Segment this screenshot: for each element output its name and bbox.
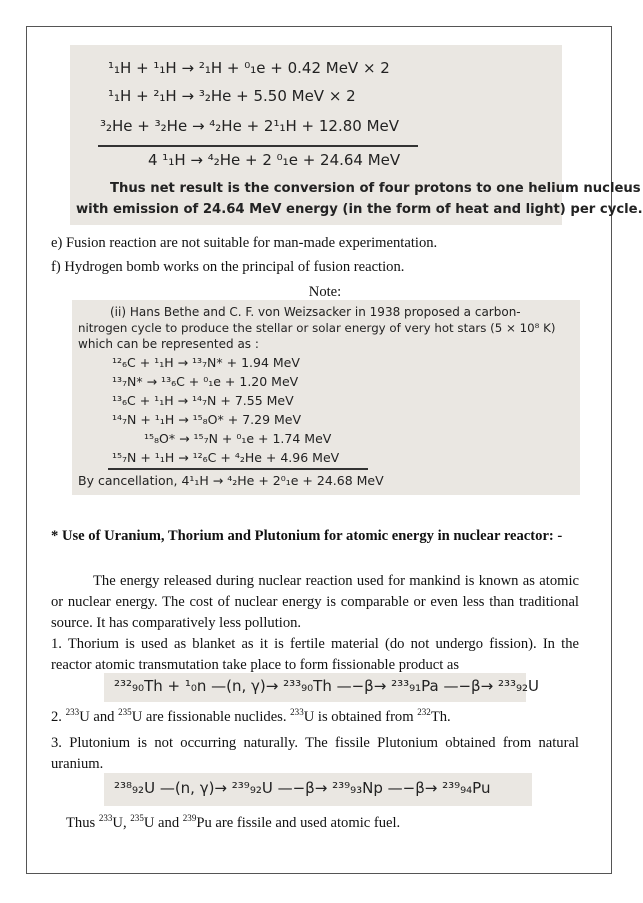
thorium-equation-image — [104, 673, 540, 702]
cancellation-line: By cancellation, 4¹₁H → ⁴₂He + 2⁰₁e + 24.68 MeV — [78, 473, 384, 488]
mass-number: 239 — [182, 813, 197, 824]
final-text: Pu are fissile and used atomic fuel. — [196, 815, 401, 831]
mass-number: 235 — [130, 813, 144, 824]
sum-rule — [108, 468, 368, 470]
mass-number: 233 — [290, 707, 304, 718]
summary-line: with emission of 24.64 MeV energy (in the form of heat and light) per cycle. — [76, 202, 643, 217]
plutonium-equation: ²³⁸₉₂U —(n, γ)→ ²³⁹₉₂U —−β→ ²³⁹₉₃Np —−β→ ²³⁹₉₄Pu — [114, 779, 491, 797]
equation-line: ¹³₆C + ¹₁H → ¹⁴₇N + 7.55 MeV — [112, 393, 294, 408]
point-2-text: Th. — [430, 709, 451, 725]
mass-number: 232 — [417, 707, 431, 718]
plutonium-equation-image — [104, 773, 532, 806]
point-1: 1. Thorium is used as blanket as it is fertile material (do not undergo fission). In the reactor atomic transmutation take place to form fissionable product as — [51, 636, 579, 673]
sum-rule — [98, 145, 418, 147]
intro-line: nitrogen cycle to produce the stellar or solar energy of very hot stars (5 × 10⁸ K) — [78, 321, 556, 335]
equation-line: 4 ¹₁H → ⁴₂He + 2 ⁰₁e + 24.64 MeV — [148, 151, 401, 169]
mass-number: 233 — [65, 707, 80, 718]
point-3: 3. Plutonium is not occurring naturally. The fissile Plutonium obtained from natural uranium. — [51, 735, 579, 772]
equation-line: ¹₁H + ²₁H → ³₂He + 5.50 MeV × 2 — [108, 87, 356, 105]
section-heading: * Use of Uranium, Thorium and Plutonium for atomic energy in nuclear reactor: - — [51, 528, 563, 544]
point-2-text: U are fissionable nuclides. — [131, 709, 287, 725]
point-2-text: U is obtained from — [303, 709, 414, 725]
equation-line: ¹³₇N* → ¹³₆C + ⁰₁e + 1.20 MeV — [112, 374, 299, 389]
equation-line: ¹⁴₇N + ¹₁H → ¹⁵₈O* + 7.29 MeV — [112, 412, 302, 427]
equation-line: ¹₁H + ¹₁H → ²₁H + ⁰₁e + 0.42 MeV × 2 — [108, 59, 390, 77]
mass-number: 233 — [98, 813, 113, 824]
paragraph-1-text: The energy released during nuclear reaction used for mankind is known as atomic or nuclear energy. The cost of nuclear energy is comparable or even less than traditional source. It has comparatively less pollution. — [51, 573, 579, 631]
mass-number: 235 — [118, 707, 132, 718]
final-text: Thus — [66, 815, 96, 831]
line-e: e) Fusion reaction are not suitable for man-made experimentation. — [51, 235, 438, 251]
point-2 — [51, 707, 579, 728]
paragraph-1 — [51, 571, 579, 634]
final-statement — [66, 813, 586, 834]
intro-line: which can be represented as : — [78, 337, 259, 351]
summary-line: Thus net result is the conversion of four protons to one helium nucleus — [110, 181, 641, 196]
point-2-number: 2. — [51, 709, 62, 725]
thorium-equation: ²³²₉₀Th + ¹₀n —(n, γ)→ ²³³₉₀Th —−β→ ²³³₉₁Pa —−β→ ²³³₉₂U — [114, 677, 540, 695]
final-text: U and — [143, 815, 180, 831]
final-text: U, — [112, 815, 127, 831]
intro-line: (ii) Hans Bethe and C. F. von Weizsacker in 1938 proposed a carbon- — [110, 305, 521, 319]
point-2-text: U and — [79, 709, 115, 725]
equation-line: ³₂He + ³₂He → ⁴₂He + 2¹₁H + 12.80 MeV — [100, 117, 400, 135]
equation-line: ¹⁵₇N + ¹₁H → ¹²₆C + ⁴₂He + 4.96 MeV — [112, 450, 340, 465]
cno-cycle-image — [72, 300, 580, 495]
equation-line: ¹⁵₈O* → ¹⁵₇N + ⁰₁e + 1.74 MeV — [144, 431, 332, 446]
equation-line: ¹²₆C + ¹₁H → ¹³₇N* + 1.94 MeV — [112, 355, 300, 370]
line-f: f) Hydrogen bomb works on the principal of fusion reaction. — [51, 259, 405, 275]
proton-proton-chain-image — [70, 45, 643, 225]
note-label: Note: — [308, 284, 342, 300]
